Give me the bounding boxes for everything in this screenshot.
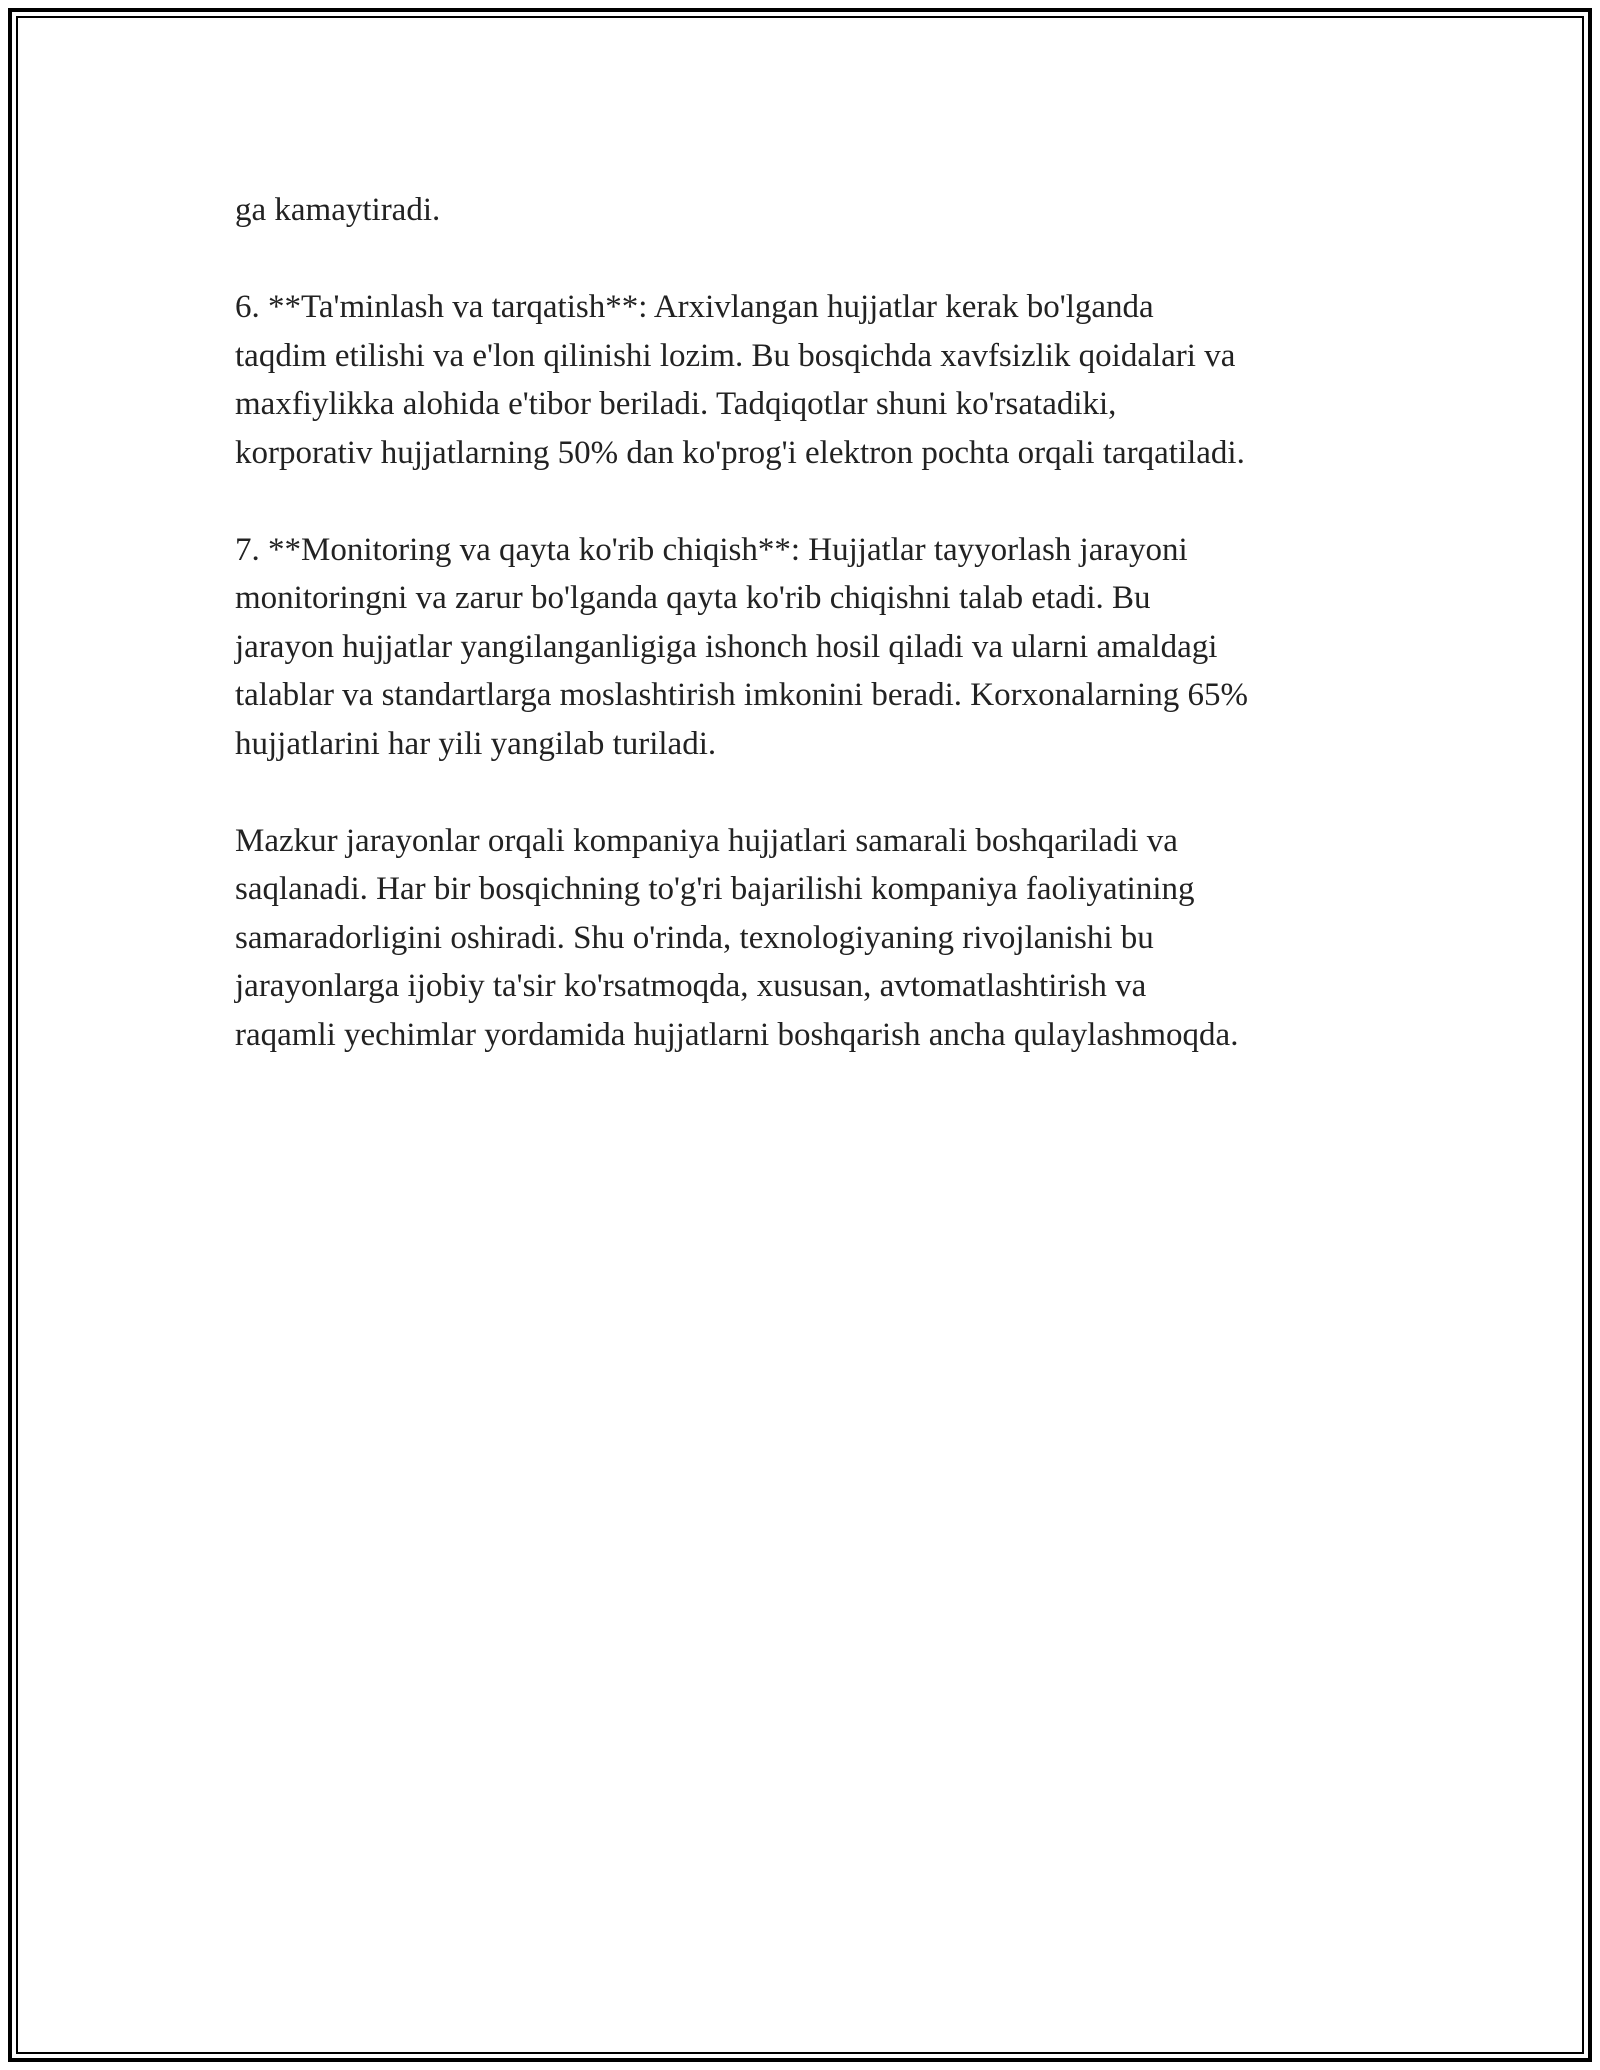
text-line: ga kamaytiradi. bbox=[235, 192, 441, 228]
document-body bbox=[235, 186, 1385, 1108]
text-line: hujjatlarini har yili yangilab turiladi. bbox=[235, 725, 717, 762]
text-line: jarayon hujjatlar yangilanganligiga ishonch hosil qiladi va ularni amaldagi bbox=[235, 628, 1218, 665]
paragraph-step-7 bbox=[235, 526, 1385, 769]
paragraph-continuation bbox=[235, 186, 1385, 235]
text-line: 7. **Monitoring va qayta ko'rib chiqish**: Hujjatlar tayyorlash jarayoni bbox=[235, 531, 1188, 568]
paragraph-step-6 bbox=[235, 283, 1385, 477]
text-line: talablar va standartlarga moslashtirish imkonini beradi. Korxonalarning 65% bbox=[235, 677, 1248, 713]
text-line: jarayonlarga ijobiy ta'sir ko'rsatmoqda, xususan, avtomatlashtirish va bbox=[235, 968, 1147, 1004]
text-line: taqdim etilishi va e'lon qilinishi lozim. Bu bosqichda xavfsizlik qoidalari va bbox=[235, 337, 1236, 374]
text-line: monitoringni va zarur bo'lganda qayta ko'rib chiqishni talab etadi. Bu bbox=[235, 580, 1151, 616]
text-line: 6. **Ta'minlash va tarqatish**: Arxivlangan hujjatlar kerak bo'lganda bbox=[235, 289, 1154, 325]
text-line: Mazkur jarayonlar orqali kompaniya hujjatlari samarali boshqariladi va bbox=[235, 822, 1178, 859]
paragraph-conclusion bbox=[235, 817, 1385, 1060]
text-line: samaradorligini oshiradi. Shu o'rinda, texnologiyaning rivojlanishi bu bbox=[235, 919, 1154, 956]
text-line: raqamli yechimlar yordamida hujjatlarni boshqarish ancha qulaylashmoqda. bbox=[235, 1016, 1239, 1053]
text-line: saqlanadi. Har bir bosqichning to'g'ri bajarilishi kompaniya faoliyatining bbox=[235, 871, 1195, 907]
text-line: korporativ hujjatlarning 50% dan ko'prog'i elektron pochta orqali tarqatiladi. bbox=[235, 434, 1245, 471]
text-line: maxfiylikka alohida e'tibor beriladi. Tadqiqotlar shuni ko'rsatadiki, bbox=[235, 386, 1117, 422]
